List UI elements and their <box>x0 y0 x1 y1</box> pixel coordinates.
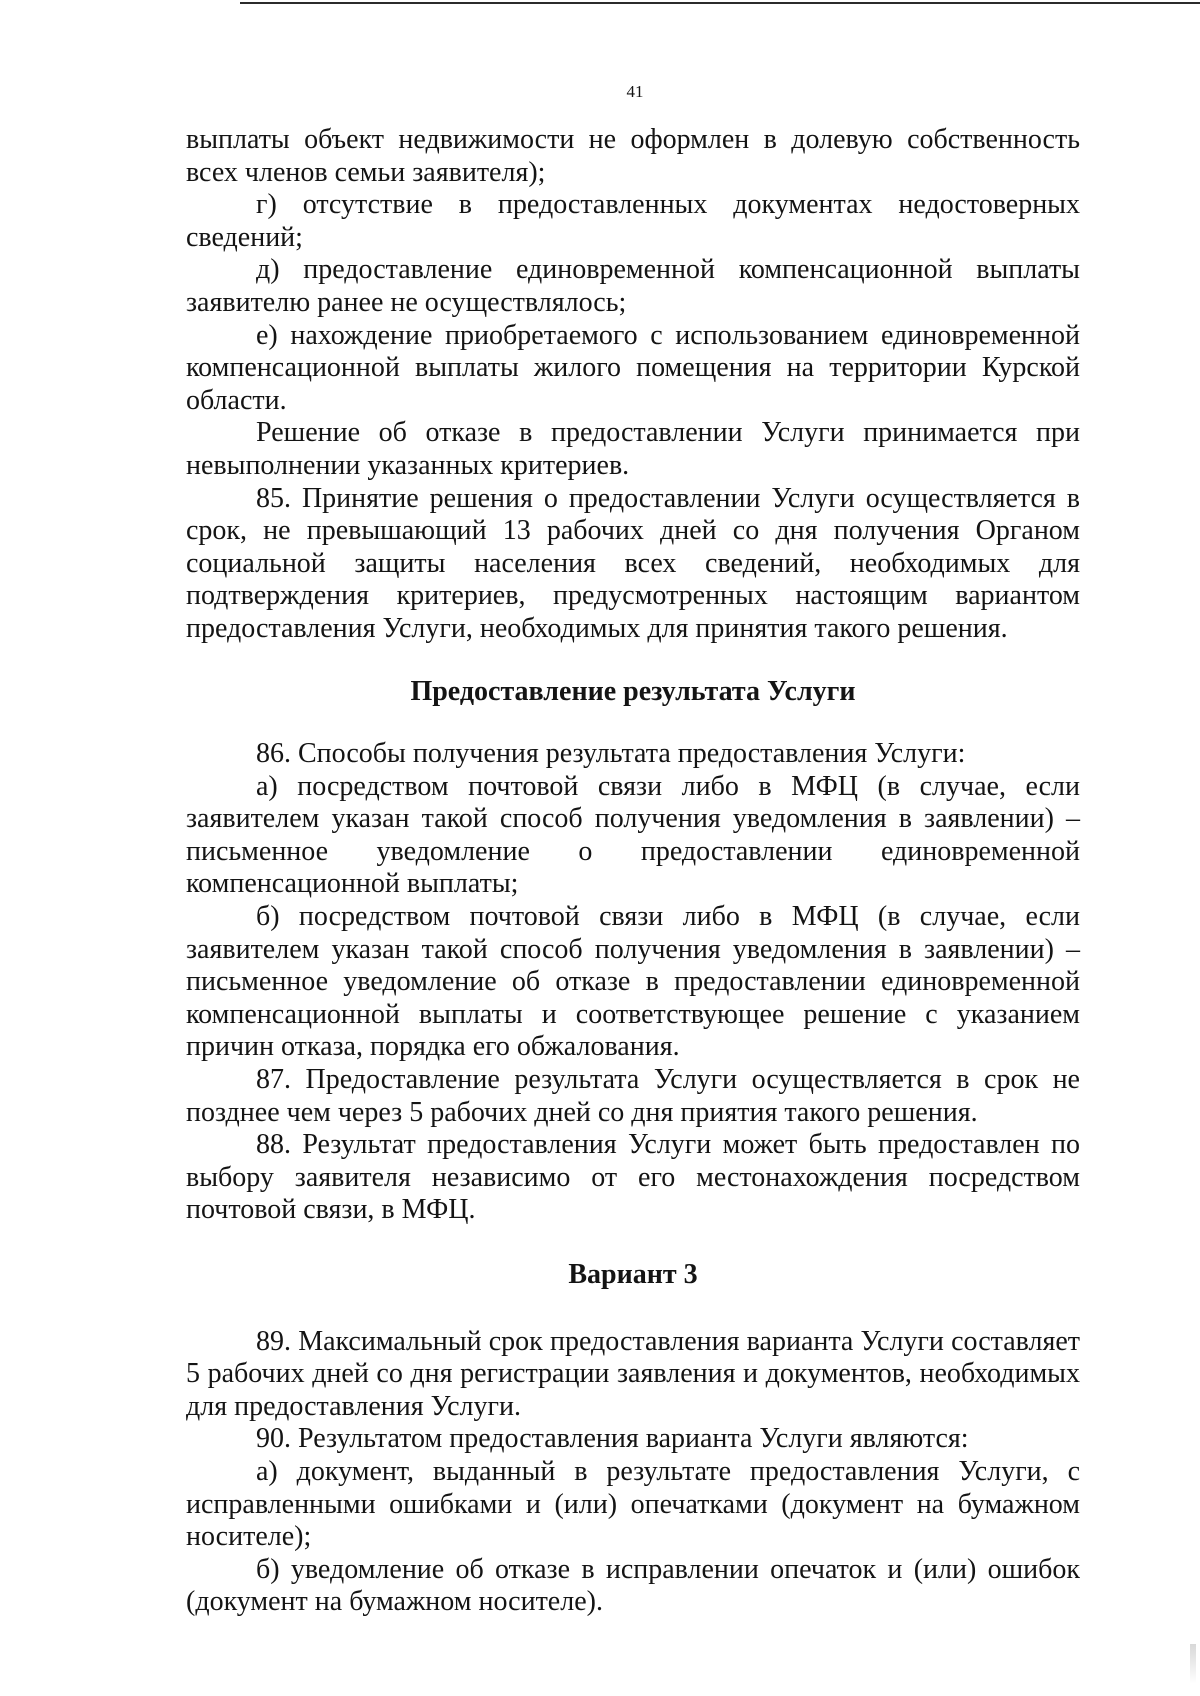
page-number: 41 <box>626 82 644 101</box>
document-body <box>186 124 1080 1619</box>
scan-edge-line <box>240 2 1200 4</box>
paragraph-continuation: выплаты объект недвижимости не оформлен в долевую собственность всех членов семьи заявителя); <box>186 124 1080 188</box>
paragraph-86-a: а) посредством почтовой связи либо в МФЦ (в случае, если заявителем указан такой способ получения уведомления в заявлении) – письменное уведомление о предоставлении единовременной компенсационной выплаты; <box>186 770 1080 900</box>
paragraph-88: 88. Результат предоставления Услуги может быть предоставлен по выбору заявителя независимо от его местонахождения посредством почтовой связи, в МФЦ. <box>186 1129 1080 1226</box>
section-heading-result: Предоставление результата Услуги <box>410 675 856 707</box>
paragraph-criterion-d: д) предоставление единовременной компенсационной выплаты заявителю ранее не осуществлялось; <box>186 254 1080 318</box>
section-heading-variant-3: Вариант 3 <box>568 1259 698 1290</box>
paragraph-89: 89. Максимальный срок предоставления варианта Услуги составляет 5 рабочих дней со дня регистрации заявления и документов, необходимых для предоставления Услуги. <box>186 1325 1080 1422</box>
paragraph-refusal-decision: Решение об отказе в предоставлении Услуги принимается при невыполнении указанных критериев. <box>186 417 1080 481</box>
paragraph-90: 90. Результатом предоставления варианта Услуги являются: <box>256 1423 969 1455</box>
paragraph-87: 87. Предоставление результата Услуги осуществляется в срок не позднее чем через 5 рабочих дней со дня приятия такого решения. <box>186 1064 1080 1128</box>
scan-edge-shadow <box>1190 1644 1196 1684</box>
paragraph-criterion-e: е) нахождение приобретаемого с использованием единовременной компенсационной выплаты жилого помещения на территории Курской области. <box>186 319 1080 416</box>
paragraph-90-b: б) уведомление об отказе в исправлении опечаток и (или) ошибок (документ на бумажном носителе). <box>186 1553 1080 1618</box>
paragraph-90-a: а) документ, выданный в результате предоставления Услуги, с исправленными ошибками и (или) опечатками (документ на бумажном носителе); <box>186 1455 1080 1553</box>
paragraph-86-b: б) посредством почтовой связи либо в МФЦ (в случае, если заявителем указан такой способ получения уведомления в заявлении) – письменное уведомление об отказе в предоставлении единовременной компенсационной выплаты и соответствующее решение с указанием причин отказа, порядка его обжалования. <box>186 901 1080 1063</box>
paragraph-86: 86. Способы получения результата предоставления Услуги: <box>256 738 966 770</box>
paragraph-85: 85. Принятие решения о предоставлении Услуги осуществляется в срок, не превышающий 13 рабочих дней со дня получения Органом социальной защиты населения всех сведений, необходимых для подтверждения критериев, предусмотренных настоящим вариантом предоставления Услуги, необходимых для принятия такого решения. <box>186 482 1080 644</box>
paragraph-criterion-g: г) отсутствие в предоставленных документах недостоверных сведений; <box>186 189 1080 253</box>
